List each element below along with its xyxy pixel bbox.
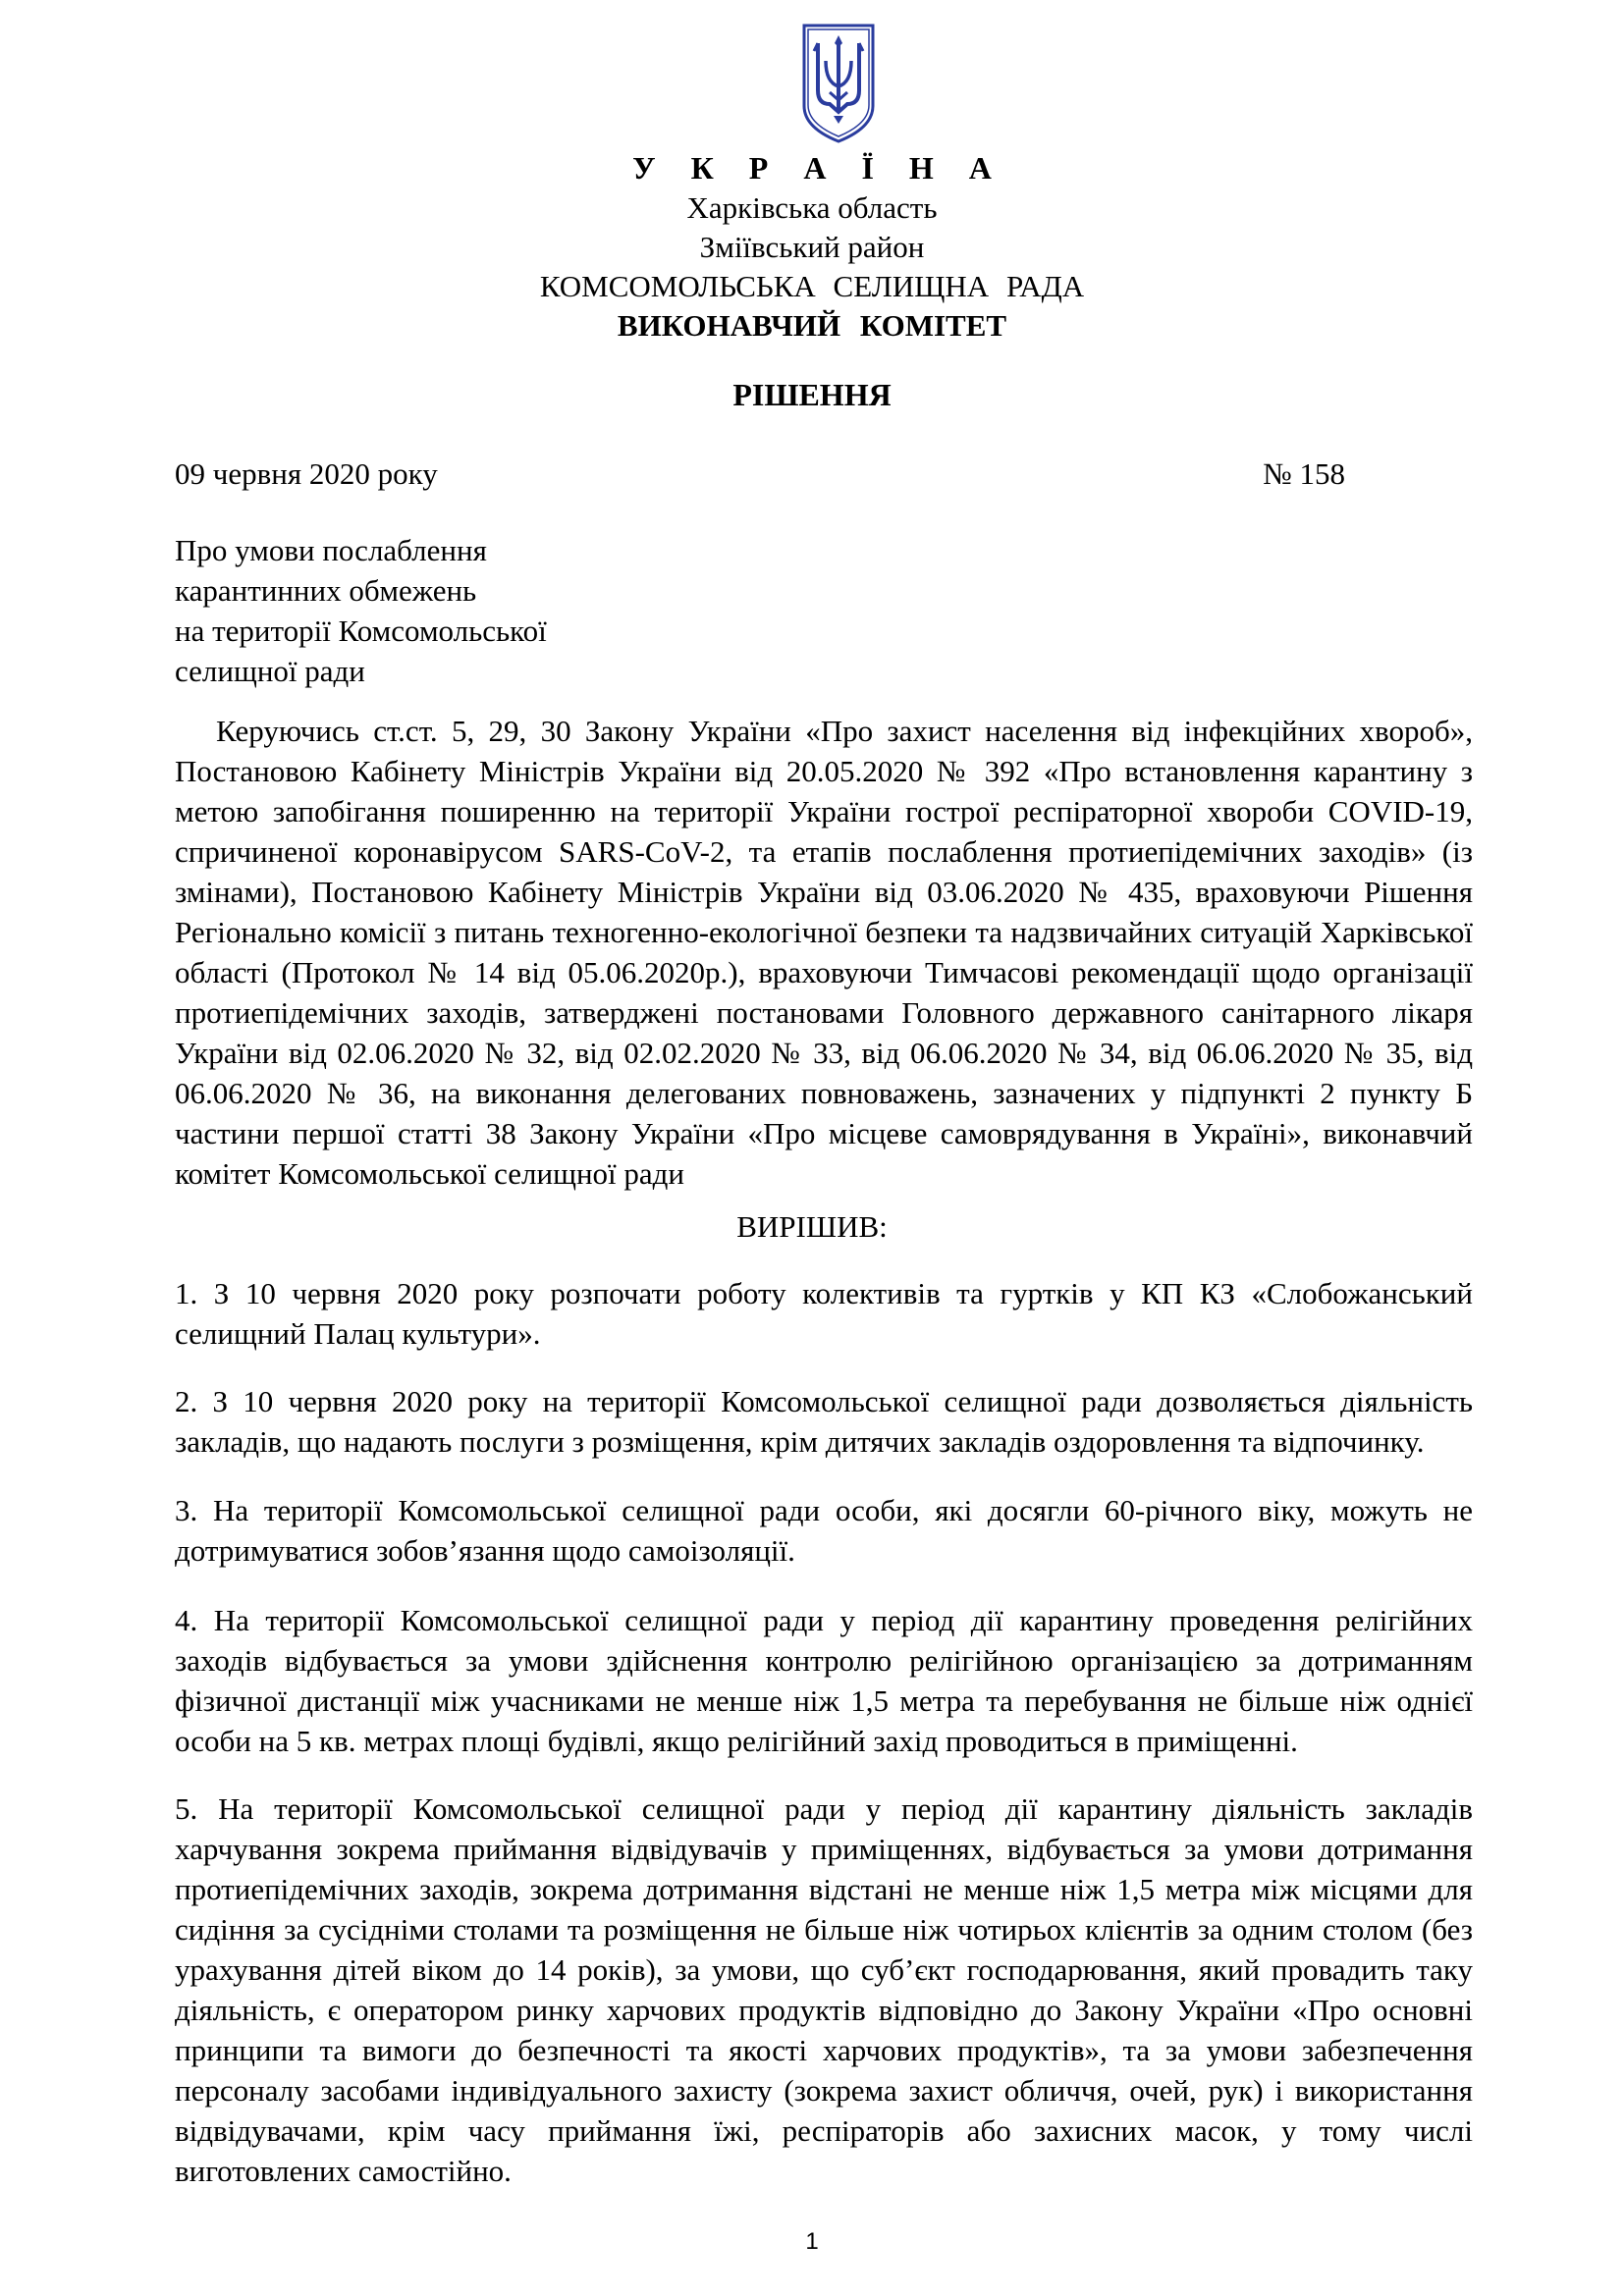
decision-subject <box>175 530 666 691</box>
council-name: КОМСОМОЛЬСЬКА СЕЛИЩНА РАДА <box>539 269 1085 303</box>
preamble-paragraph: Керуючись ст.ст. 5, 29, 30 Закону України «Про захист населення від інфекційних хвороб», Постановою Кабінету Міністрів України від 20.05.2020 № 392 «Про встановлення карантину з метою запобігання поширенню на території України гострої респіраторної хвороби COVID-19, спричиненої коронавірусом SARS-CoV-2, та етапів послаблення протиепідемічних заходів» (із змінами), Постановою Кабінету Міністрів України від 03.06.2020 № 435, враховуючи Рішення Регіонально комісії з питань техногенно-екологічної безпеки та надзвичайних ситуацій Харківської області (Протокол № 14 від 05.06.2020р.), враховуючи Тимчасові рекомендації щодо організації протиепідемічних заходів, затверджені постановами Головного державного санітарного лікаря України від 02.06.2020 № 32, від 02.02.2020 № 33, від 06.06.2020 № 34, від 06.06.2020 № 35, від 06.06.2020 № 36, на виконання делегованих повноважень, зазначених у підпункті 2 пункту Б частини першої статті 38 Закону України «Про місцеве самоврядування в Україні», виконавчий комітет Комсомольської селищної ради <box>175 714 1473 1191</box>
subject-line: на території Комсомольської <box>175 614 547 648</box>
decision-date: 09 червня 2020 року <box>175 456 438 491</box>
country-name: У К Р А Ї Н А <box>632 150 1005 186</box>
resolved-heading: ВИРІШИВ: <box>736 1209 888 1244</box>
decision-item-4: 4. На території Комсомольської селищної ради у період дії карантину проведення релігійних заходів відбувається за умови здійснення контролю релігійною організацією за дотриманням фізичної дистанції між учасниками не менше ніж 1,5 метра та перебування не більше ніж однієї особи на 5 кв. метрах площі будівлі, якщо релігійний захід проводиться в приміщенні. <box>175 1603 1473 1758</box>
committee-name: ВИКОНАВЧИЙ КОМІТЕТ <box>617 308 1007 343</box>
trident-coat-of-arms-icon <box>800 22 877 145</box>
document-header <box>0 147 1624 346</box>
page-number: 1 <box>805 2228 819 2255</box>
subject-line: Про умови послаблення <box>175 533 487 567</box>
subject-line: селищної ради <box>175 654 365 688</box>
decision-item-3: 3. На території Комсомольської селищної ради особи, які досягли 60-річного віку, можуть не дотримуватися зобов’язання щодо самоізоляції. <box>175 1493 1473 1568</box>
district-name: Зміївський район <box>699 230 925 264</box>
decision-item-1: 1. З 10 червня 2020 року розпочати роботу колективів та гуртків у КП КЗ «Слобожанський селищний Палац культури». <box>175 1276 1473 1351</box>
date-number-line <box>175 454 1345 494</box>
decision-item-2: 2. З 10 червня 2020 року на території Комсомольської селищної ради дозволяється діяльність закладів, що надають послуги з розміщення, крім дитячих закладів оздоровлення та відпочинку. <box>175 1384 1473 1459</box>
region-name: Харківська область <box>686 190 938 225</box>
subject-line: карантинних обмежень <box>175 573 477 608</box>
document-type-title: РІШЕННЯ <box>732 377 892 412</box>
decision-item-5: 5. На території Комсомольської селищної ради у період дії карантину діяльність закладів харчування зокрема приймання відвідувачів у приміщеннях, відбувається за умови дотримання протиепідемічних заходів, зокрема дотримання відстані не менше ніж 1,5 метра між місцями для сидіння за сусідніми столами та розміщення не більше ніж чотирьох клієнтів за одним столом (без урахування дітей віком до 14 років), за умови, що суб’єкт господарювання, який провадить таку діяльність, є оператором ринку харчових продуктів відповідно до Закону України «Про основні принципи та вимоги до безпечності та якості харчових продуктів», та за умови забезпечення персоналу засобами індивідуального захисту (зокрема захист обличчя, очей, рук) і використання відвідувачами, крім часу приймання їжі, респіраторів або захисних масок, у тому числі виготовлених самостійно. <box>175 1791 1473 2188</box>
decision-number: № 158 <box>1263 456 1345 491</box>
